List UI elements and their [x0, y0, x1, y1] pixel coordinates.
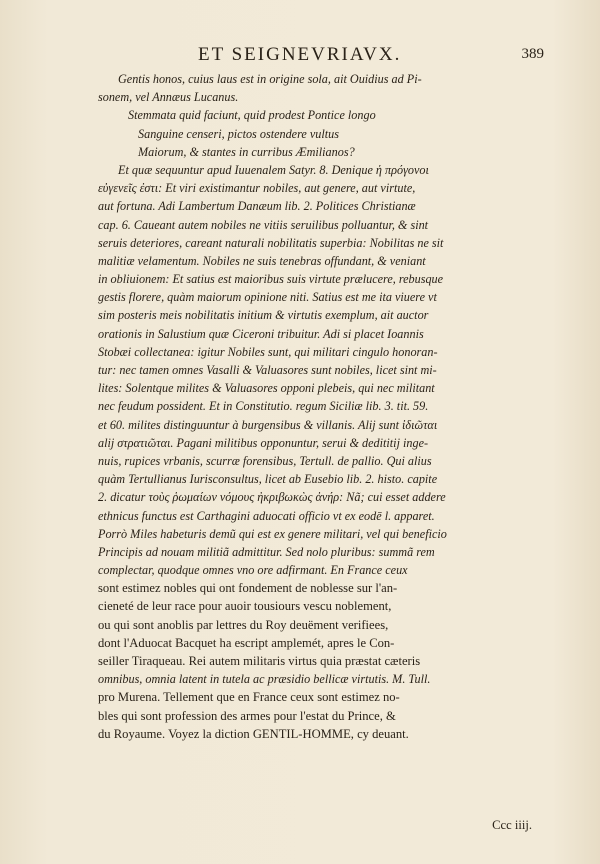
text-line: alij στρατιῶται. Pagani militibus opponuntur, serui & dedititij inge-	[98, 435, 429, 450]
text-body	[98, 70, 542, 743]
text-line: pro Murena. Tellement que en France ceux sont estimez no-	[98, 690, 400, 705]
text-line: in obliuionem: Et satius est maioribus suis virtute prælucere, rebusque	[98, 272, 444, 287]
text-line: Gentis honos, cuius laus est in origine sola, ait Ouidius ad Pi-	[118, 72, 422, 86]
page-header	[118, 44, 544, 70]
text-line: seruis deteriores, careant naturali nobilitatis superbia: Nobilitas ne sit	[98, 235, 444, 250]
text-line: Maiorum, & stantes in curribus Æmilianos?	[138, 144, 355, 159]
text-line: lites: Solentque milites & Valuasores opponi plebeis, qui nec militant	[98, 381, 435, 396]
text-line: Stobæi collectanea: igitur Nobiles sunt, qui militari cingulo honoran-	[98, 344, 438, 359]
text-line: omnibus, omnia latent in tutela ac præsidio bellicæ virtutis. M. Tull.	[98, 672, 431, 687]
text-line: sim posteris meis nobilitatis initium & virtutis exemplum, ait auctor	[98, 308, 429, 323]
text-line: ethnicus functus est Carthagini aduocati officio vt ex eodē l. apparet.	[98, 508, 435, 523]
text-line: Stemmata quid faciunt, quid prodest Pontice longo	[128, 108, 376, 123]
text-line: 2. dicatur τοὺς ῥωμαίων νόμους ἠκριβωκὼς ἀνήρ: Nã; cui esset addere	[98, 490, 446, 505]
text-line: aut fortuna. Adi Lambertum Danæum lib. 2. Politices Christianæ	[98, 199, 416, 214]
text-line: Porrò Miles habeturis demũ qui est ex genere militari, vel qui beneficio	[98, 526, 447, 541]
text-line: malitiæ velamentum. Nobiles ne suis tenebras offundant, & veniant	[98, 253, 426, 268]
text-line: quàm Tertullianus Iurisconsultus, licet ab Eusebio lib. 2. histo. capite	[98, 472, 438, 487]
text-line: nuis, rupices vrbanis, scurræ forensibus, Tertull. de pallio. Qui alius	[98, 453, 432, 468]
text-line: gestis florere, quàm maiorum opinione niti. Satius est me ita viuere vt	[98, 290, 437, 305]
text-line: sont estimez nobles qui ont fondement de noblesse sur l'an-	[98, 581, 398, 596]
text-line: Principis ad nouam militiã admittitur. Sed nolo pluribus: summã rem	[98, 544, 435, 559]
text-line: cap. 6. Caueant autem nobiles ne vitiis seruilibus polluantur, & sint	[98, 217, 429, 232]
text-line: tur: nec tamen omnes Vasalli & Valuasores sunt nobiles, licet sint mi-	[98, 363, 437, 377]
text-line: complectar, quodque omnes vno ore adfirmant. En France ceux	[98, 563, 408, 578]
text-line: orationis in Salustium quæ Ciceroni tribuitur. Adi si placet Ioannis	[98, 326, 424, 341]
text-line: Et quæ sequuntur apud Iuuenalem Satyr. 8. Denique ἡ πρόγονοι	[118, 162, 429, 177]
page-footer	[98, 818, 542, 836]
text-line: et 60. milites distinguuntur à burgensibus & villanis. Alij sunt ἰδιῶται	[98, 417, 438, 432]
running-head: ET SEIGNEVRIAVX.	[198, 44, 402, 65]
text-line: dont l'Aduocat Bacquet ha escript amplemét, apres le Con-	[98, 635, 395, 650]
text-line: sonem, vel Annæus Lucanus.	[98, 90, 239, 105]
text-line: εὐγενεῖς ἐστι: Et viri existimantur nobiles, aut genere, aut virtute,	[98, 181, 416, 196]
text-line: Sanguine censeri, pictos ostendere vultus	[138, 126, 339, 141]
text-line: cieneté de leur race pour auoir tousiours vescu noblement,	[98, 599, 392, 614]
text-line: nec feudum possident. Et in Constitutio. regum Siciliæ lib. 3. tit. 59.	[98, 399, 429, 414]
text-line: du Royaume. Voyez la diction GENTIL-HOMME, cy deuant.	[98, 726, 409, 741]
page-number: 389	[521, 46, 544, 62]
text-line: ou qui sont anoblis par lettres du Roy deuëment verifiees,	[98, 617, 389, 632]
text-line: bles qui sont profession des armes pour l'estat du Prince, &	[98, 708, 396, 723]
text-line: seiller Tiraqueau. Rei autem militaris virtus quia præstat cæteris	[98, 654, 421, 668]
signature-mark: Ccc iiij.	[492, 818, 532, 832]
